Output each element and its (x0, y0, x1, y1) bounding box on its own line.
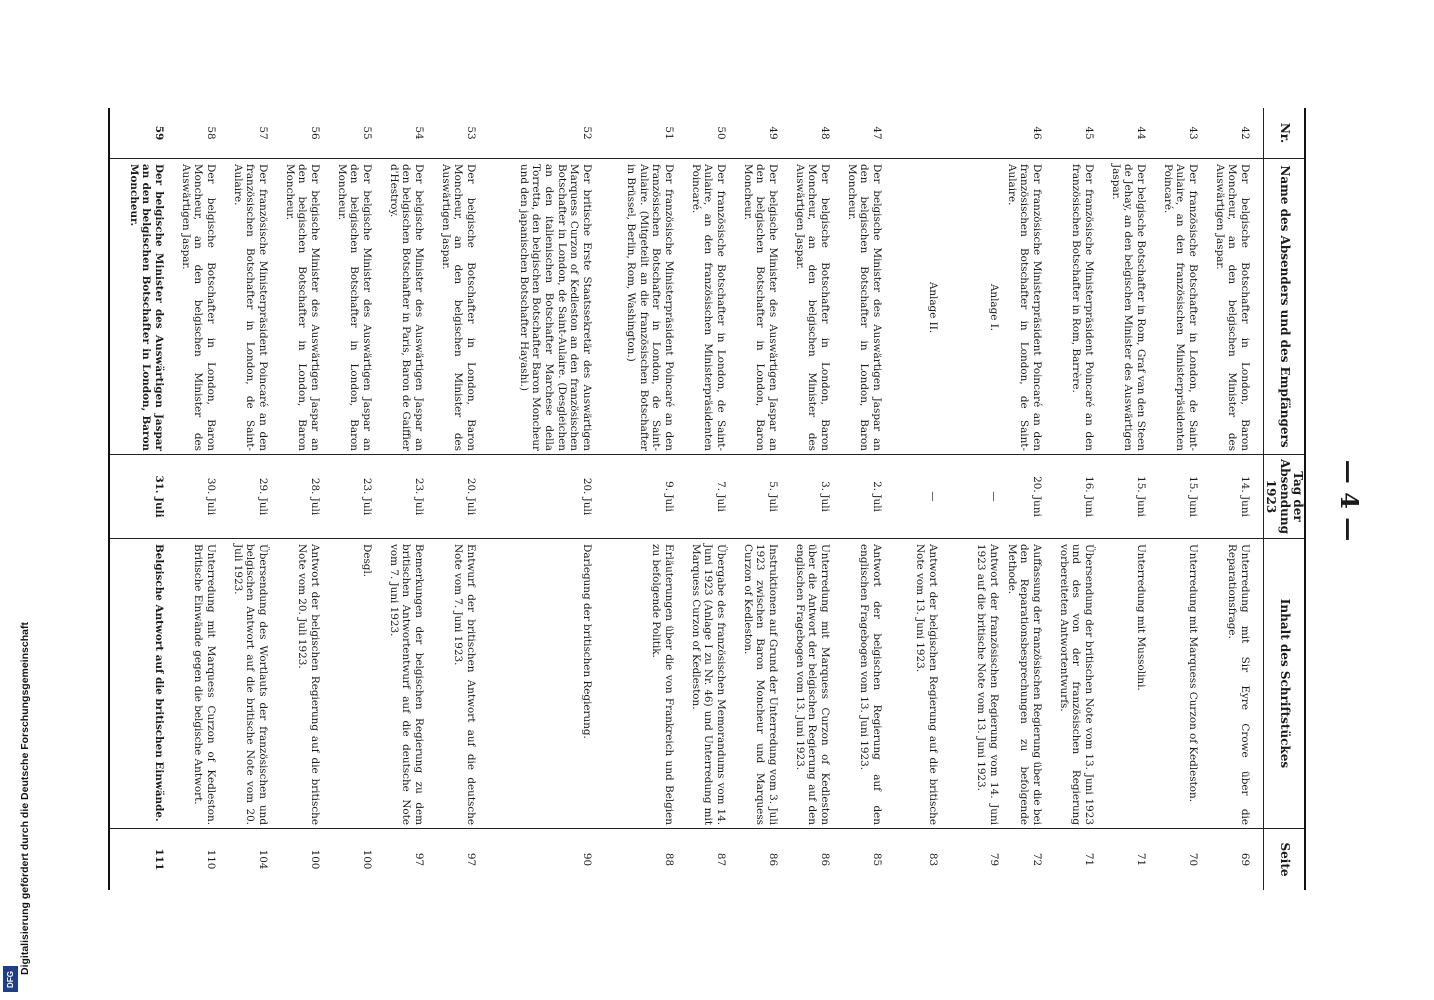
row-48-name: Der belgische Botschafter in London, Baron Moncheur, an den belgischen Minister des Auswärtigen Jaspar. (793, 164, 831, 451)
row-46-annex-1-content: Antwort der französischen Regierung vom 14. Juni 1923 auf die britische Note vom 13. Juni 1923. (975, 544, 1000, 825)
row-47-content: Antwort der belgischen Regierung auf den englischen Fragebogen vom 13. Juni 1923. (858, 544, 883, 825)
row-46-annex-1-page: 79 (988, 852, 1000, 867)
row-44-date: 15. Juni (1135, 476, 1147, 517)
row-50-content: Übergabe des französischen Memorandums vom 14. Juni 1923 (Anlage I zu Nr. 46) und Unterredung mit Marquess Curzon of Kedleston. (689, 544, 727, 825)
row-45-date: 16. Juni (1083, 476, 1095, 517)
row-48-number: 48 (819, 126, 831, 140)
row-52-page: 90 (581, 852, 593, 867)
digitization-note (0, 0, 31, 1000)
row-46-annex-2-page: 83 (927, 852, 939, 867)
row-46-name: Der französische Ministerpräsident Poincaré an den französischen Botschafter in London, de Saint-Aulaire. (1005, 164, 1043, 451)
row-55-name: Der belgische Minister des Auswärtigen Jaspar an den belgischen Botschafter in London, Baron Moncheur. (335, 164, 373, 451)
row-51-number: 51 (663, 126, 675, 140)
row-54-content: Bemerkungen der belgischen Regierung zu dem britischen Antwortentwurf auf die deutsche Note vom 7. Juni 1923. (387, 544, 425, 825)
row-55-date: 23. Juli (361, 477, 373, 516)
row-57-page: 104 (257, 849, 269, 870)
row-42-number: 42 (1239, 126, 1251, 140)
row-46-number: 46 (1031, 126, 1043, 140)
row-54-number: 54 (413, 126, 425, 140)
row-52-date: 20. Juli (581, 477, 593, 516)
row-53-page: 97 (465, 852, 477, 867)
row-56-date: 28. Juli (309, 477, 321, 516)
column-page (110, 828, 1304, 890)
row-45-name: Der französische Ministerpräsident Poincaré an den französischen Botschafter in Rom, Barrère. (1070, 164, 1095, 451)
header-date: Tag der Absendung 1923 (1264, 458, 1305, 535)
column-number (110, 108, 1304, 158)
header-page: Seite (1277, 842, 1292, 877)
column-content (110, 538, 1304, 828)
column-date (110, 454, 1304, 538)
row-48-page: 86 (819, 852, 831, 867)
row-59-name: Der belgische Minister des Auswärtigen Jaspar an den belgischen Botschafter in London, Baron Moncheur. (127, 164, 165, 451)
row-46-date: 20. Juni (1031, 476, 1043, 517)
row-56-name: Der belgische Minister des Auswärtigen Jaspar an den belgischen Botschafter in London, Baron Moncheur. (283, 164, 321, 451)
header-sender-recipient: Name des Absenders und des Empfängers (1277, 165, 1292, 448)
row-50-number: 50 (715, 126, 727, 140)
row-42-name: Der belgische Botschafter in London, Baron Moncheur, an den belgischen Minister des Auswärtigen Jaspar. (1213, 164, 1251, 451)
row-44-content: Unterredung mit Mussolini. (1135, 544, 1147, 691)
row-47-page: 85 (871, 852, 883, 867)
row-45-number: 45 (1083, 126, 1095, 140)
row-57-date: 29. Juli (257, 477, 269, 516)
row-49-name: Der belgische Minister des Auswärtigen Jaspar an den belgischen Botschafter in London, Baron Moncheur. (741, 164, 779, 451)
row-53-content: Entwurf der britischen Antwort auf die deutsche Note vom 7. Juni 1923. (452, 544, 477, 825)
row-59-page: 111 (153, 848, 165, 871)
row-54-date: 23. Juli (413, 477, 425, 516)
row-58-number: 58 (205, 126, 217, 140)
row-46-annex-2: Anlage II. (927, 281, 939, 334)
row-57-content: Übersendung des Wortlauts der französischen und belgischen Antwort auf die britische Note vom 20. Juli 1923. (231, 544, 269, 825)
row-43-name: Der französische Botschafter in London, de Saint-Aulaire, an den französischen Ministerpräsidenten Poincaré. (1161, 164, 1199, 451)
row-46-annex-1: Anlage I. (988, 283, 1000, 332)
row-46-page: 72 (1031, 852, 1043, 867)
dfg-logo: DFG (3, 966, 18, 992)
table-of-contents (108, 108, 1306, 890)
row-53-number: 53 (465, 126, 477, 140)
row-59-content: Belgische Antwort auf die britischen Einwände. (153, 544, 165, 822)
row-48-date: 3. Juli (819, 481, 831, 512)
row-56-number: 56 (309, 126, 321, 140)
row-53-name: Der belgische Botschafter in London, Baron Moncheur, an den belgischen Minister des Auswärtigen Jaspar. (439, 164, 477, 451)
row-51-date: 9. Juli (663, 481, 675, 512)
row-47-name: Der belgische Minister des Auswärtigen Jaspar an den belgischen Botschafter in London, Baron Moncheur. (845, 164, 883, 451)
row-47-number: 47 (871, 126, 883, 140)
row-46-annex-2-content: Antwort der belgischen Regierung auf die britische Note vom 13. Juni 1923. (914, 544, 939, 825)
row-55-page: 100 (361, 849, 373, 870)
row-44-page: 71 (1135, 852, 1147, 867)
header-content: Inhalt des Schriftstückes (1277, 598, 1292, 769)
row-50-date: 7. Juli (715, 481, 727, 512)
row-52-name: Der britische Erste Staatssekretär des Auswärtigen Marquess Curzon of Kedleston an den französischen Botschafter in London, de Saint-Aulaire. (Desgleichen an den italienischen Botschafter Marchese della Torretta, den belgischen Botschafter Baron Moncheur und den japanischen Botschafter Hayashi.) (517, 164, 593, 451)
row-46-annex-1-date: — (988, 491, 1000, 502)
row-51-name: Der französische Ministerpräsident Poincaré an den französischen Botschafter in London, de Saint-Aulaire. (Mitgeteilt an die französischen Botschafter in Brüssel, Berlin, Rom, Washington.) (624, 164, 675, 451)
row-49-date: 5. Juli (767, 481, 779, 512)
row-57-number: 57 (257, 126, 269, 140)
row-50-name: Der französische Botschafter in London, de Saint-Aulaire, an den französischen Ministerpräsidenten Poincaré. (689, 164, 727, 451)
row-56-page: 100 (309, 849, 321, 870)
row-49-number: 49 (767, 126, 779, 140)
row-58-name: Der belgische Botschafter in London, Baron Moncheur, an den belgischen Minister des Auswärtigen Jaspar. (179, 164, 217, 451)
row-42-content: Unterredung mit Sir Eyre Crowe über die Reparationsfrage. (1226, 544, 1251, 825)
row-45-page: 71 (1083, 852, 1095, 867)
row-44-name: Der belgische Botschafter in Rom, Graf van den Steen de Jehay, an den belgischen Minister des Auswärtigen Jaspar. (1109, 164, 1147, 451)
digitization-note-text: Digitalisierung gefördert durch die Deutsche Forschungsgemeinschaft (19, 622, 31, 975)
row-58-content: Unterredung mit Marquess Curzon of Kedleston. Britische Einwände gegen die belgische Antwort. (192, 544, 217, 825)
row-58-page: 110 (205, 849, 217, 870)
row-49-page: 86 (767, 852, 779, 867)
row-43-content: Unterredung mit Marquess Curzon of Kedleston. (1187, 544, 1199, 803)
row-53-date: 20. Juli (465, 477, 477, 516)
row-46-content: Auffassung der französischen Regierung über die bei den Reparationsbesprechungen zu befolgende Methode. (1005, 544, 1043, 825)
row-59-date: 31. Juli (153, 475, 165, 518)
row-49-content: Instruktionen auf Grund der Unterredung vom 3. Juli 1923 zwischen Baron Moncheur und Marquess Curzon of Kedleston. (741, 544, 779, 825)
row-51-content: Erläuterungen über die von Frankreich und Belgien zu befolgende Politik. (650, 544, 675, 825)
row-47-date: 2. Juli (871, 481, 883, 512)
row-48-content: Unterredung mit Marquess Curzon of Kedleston über die Antwort der belgischen Regierung auf den englischen Fragebogen vom 13. Juni 1923. (793, 544, 831, 825)
row-52-content: Darlegung der britischen Regierung. (581, 544, 593, 739)
row-43-page: 70 (1187, 852, 1199, 867)
row-55-number: 55 (361, 126, 373, 140)
row-43-date: 15. Juni (1187, 476, 1199, 517)
column-sender-recipient (110, 158, 1304, 454)
row-54-name: Der belgische Minister des Auswärtigen Jaspar an den belgischen Botschafter in Paris, Baron de Gaiffier d'Hestroy. (387, 164, 425, 451)
row-59-number: 59 (153, 125, 165, 141)
row-58-date: 30. Juli (205, 477, 217, 516)
page-number: — 4 — (1335, 459, 1365, 541)
row-46-annex-2-date: — (927, 491, 939, 502)
row-44-number: 44 (1135, 126, 1147, 140)
row-43-number: 43 (1187, 126, 1199, 140)
row-45-content: Übersendung der britischen Note vom 13. Juni 1923 und des von der französischen Regierung vorbereiteten Antwortentwurfs. (1057, 544, 1095, 825)
header-number: Nr. (1277, 122, 1292, 144)
row-54-page: 97 (413, 852, 425, 867)
row-50-page: 87 (715, 852, 727, 867)
row-42-page: 69 (1239, 852, 1251, 867)
row-51-page: 88 (663, 852, 675, 867)
row-56-content: Antwort der belgischen Regierung auf die britische Note vom 20. Juli 1923. (296, 544, 321, 825)
row-55-content: Desgl. (361, 544, 373, 578)
row-42-date: 14. Juni (1239, 476, 1251, 517)
row-57-name: Der französische Ministerpräsident Poincaré an den französischen Botschafter in London, de Saint-Aulaire. (231, 164, 269, 451)
row-52-number: 52 (581, 126, 593, 140)
